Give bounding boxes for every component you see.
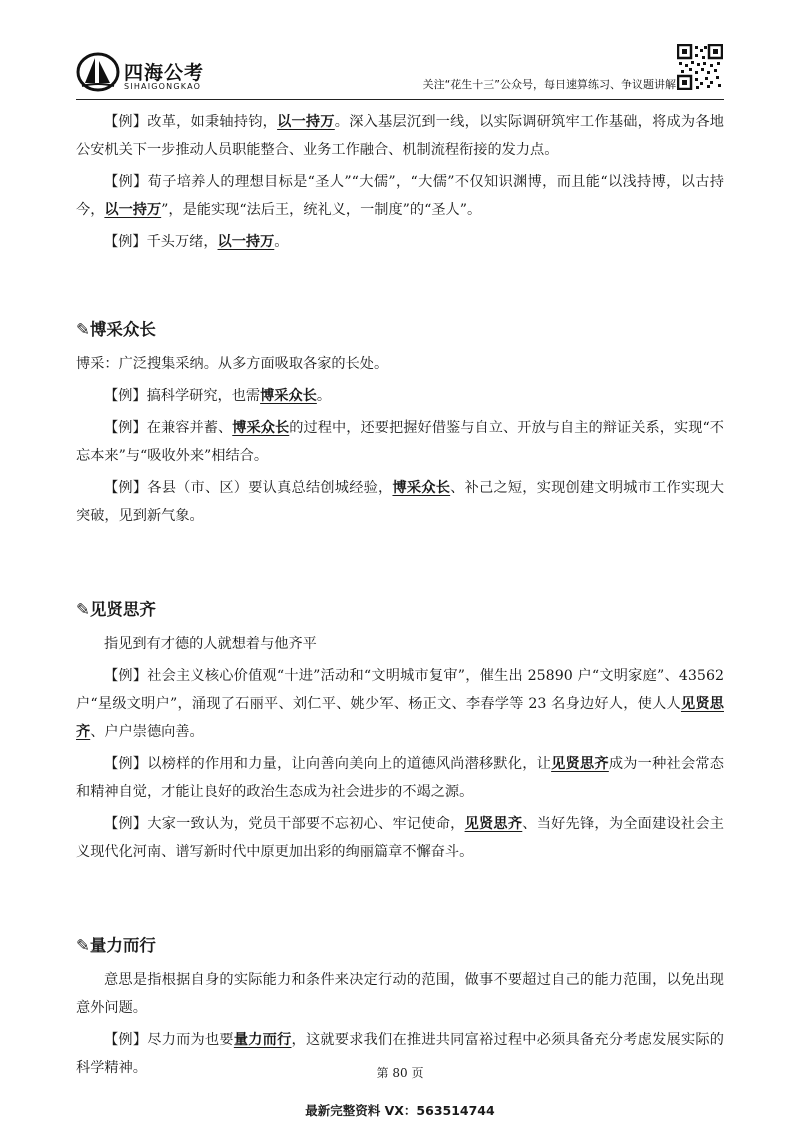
section-lianglierxing bbox=[76, 932, 724, 1082]
brand-name: 四海公考 bbox=[124, 62, 205, 84]
keyword: 博采众长 bbox=[232, 420, 290, 436]
example-paragraph: 【例】搞科学研究，也需博采众长。 bbox=[104, 388, 332, 404]
sailboat-logo-icon bbox=[76, 52, 120, 92]
example-paragraph: 【例】改革，如秉轴持钧，以一持万。深入基层沉到一线，以实际调研筑牢工作基础，将成为各地公安机关下一步推动人员职能整合、业务工作融合、机制流程衔接的发力点。 bbox=[76, 114, 724, 158]
keyword: 博采众长 bbox=[260, 388, 317, 404]
section-title: ✎量力而行 bbox=[76, 936, 156, 955]
keyword: 博采众长 bbox=[392, 480, 451, 496]
example-paragraph: 【例】千头万绪，以一持万。 bbox=[104, 234, 289, 250]
page-content bbox=[76, 108, 724, 1082]
section-title: ✎博采众长 bbox=[76, 320, 156, 339]
header-divider bbox=[76, 99, 724, 100]
keyword: 以一持万 bbox=[217, 234, 275, 250]
example-paragraph: 【例】社会主义核心价值观“十进”活动和“文明城市复审”，催生出 25890 户“文明家庭”、43562 户“星级文明户”，涌现了石丽平、刘仁平、姚少军、杨正文、李春学等 23 名身边好人，使人人见贤思齐、户户崇德向善。 bbox=[76, 668, 724, 740]
section-definition: 博采：广泛搜集采纳。从多方面吸取各家的长处。 bbox=[76, 356, 389, 372]
qr-code-icon bbox=[677, 44, 723, 90]
example-paragraph: 【例】以榜样的作用和力量，让向善向美向上的道德风尚潜移默化，让见贤思齐成为一种社会常态和精神自觉，才能让良好的政治生态成为社会进步的不竭之源。 bbox=[76, 756, 724, 800]
footer-contact: 最新完整资料 VX：563514744 bbox=[305, 1103, 495, 1118]
example-paragraph: 【例】在兼容并蓄、博采众长的过程中，还要把握好借鉴与自立、开放与自主的辩证关系，实现“不忘本来”与“吸收外来”相结合。 bbox=[76, 420, 724, 464]
page-header bbox=[0, 0, 800, 100]
keyword: 见贤思齐 bbox=[464, 816, 523, 832]
keyword: 以一持万 bbox=[104, 202, 162, 218]
section-title: ✎见贤思齐 bbox=[76, 600, 156, 619]
section-bocaizhongchang bbox=[76, 316, 724, 530]
section-jianxiansiqi bbox=[76, 596, 724, 866]
intro-examples bbox=[76, 108, 724, 256]
example-paragraph: 【例】荀子培养人的理想目标是“圣人”“大儒”，“大儒”不仅知识渊博，而且能“以浅持博，以古持今，以一持万”，是能实现“法后王，统礼义，一制度”的“圣人”。 bbox=[76, 174, 724, 218]
brand-pinyin: SIHAIGONGKAO bbox=[124, 82, 202, 91]
example-paragraph: 【例】大家一致认为，党员干部要不忘初心、牢记使命，见贤思齐、当好先锋，为全面建设社会主义现代化河南、谱写新时代中原更加出彩的绚丽篇章不懈奋斗。 bbox=[76, 816, 724, 860]
keyword: 量力而行 bbox=[233, 1032, 292, 1048]
section-definition: 意思是指根据自身的实际能力和条件来决定行动的范围，做事不要超过自己的能力范围，以免出现意外问题。 bbox=[76, 972, 724, 1016]
example-paragraph: 【例】各县（市、区）要认真总结创城经验，博采众长、补己之短，实现创建文明城市工作实现大突破，见到新气象。 bbox=[76, 480, 724, 524]
example-paragraph: 【例】尽力而为也要量力而行，这就要求我们在推进共同富裕过程中必须具备充分考虑发展实际的科学精神。 bbox=[76, 1032, 724, 1076]
keyword: 以一持万 bbox=[277, 114, 335, 130]
keyword: 见贤思齐 bbox=[551, 756, 609, 772]
keyword: 见贤思齐 bbox=[76, 696, 724, 740]
section-definition: 指见到有才德的人就想着与他齐平 bbox=[104, 636, 317, 652]
page-number: 第 80 页 bbox=[376, 1066, 424, 1080]
header-slogan: 关注“花生十三”公众号，每日速算练习、争议题讲解 bbox=[422, 78, 676, 91]
